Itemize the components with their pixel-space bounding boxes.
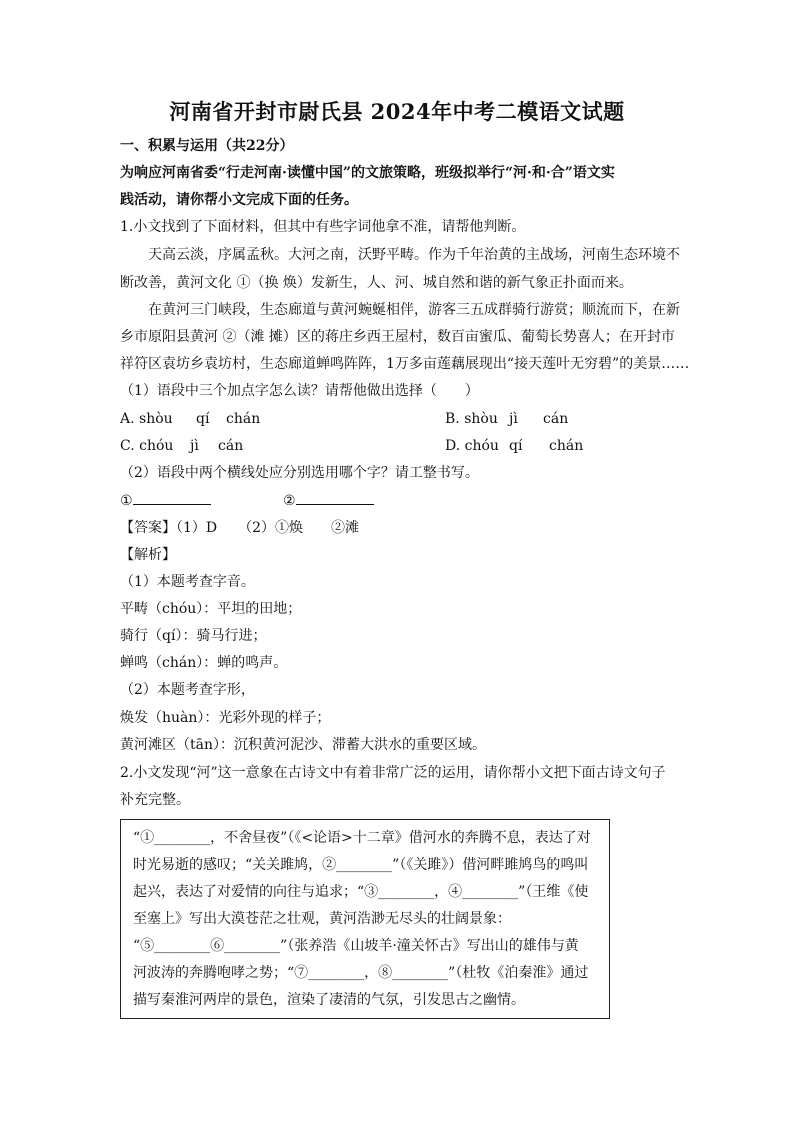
option-b[interactable] [445,410,568,428]
option-a-2: qí [196,411,210,427]
option-b-2: jì [509,411,518,427]
analysis-line-3: 骑行（qí）：骑马行进； [120,628,267,644]
answer-line: 【答案】（1）D （2）①焕 ②滩 [120,520,360,536]
analysis-line-6: 焕发（huàn）：光彩外现的样子； [120,710,331,726]
option-a-1: A. shòu [120,411,173,427]
intro-line-2: 践活动，请你帮小文完成下面的任务。 [120,192,358,208]
analysis-title: 【解析】 [120,547,176,563]
passage-line-3: 在黄河三门峡段，生态廊道与黄河蜿蜒相伴，游客三五成群骑行游赏；顺流而下，在新 [148,302,680,318]
option-c-2: jì [190,438,199,454]
option-d-3: chán [549,438,584,454]
box-line-3: 起兴，表达了对爱情的向往与追求；“③________，④________”（王维《使 [133,884,589,900]
analysis-line-5: （2）本题考查字形， [120,682,255,698]
option-d-1: D. chóu [445,438,499,454]
analysis-line-4: 蝉鸣（chán）：蝉的鸣声。 [120,655,288,671]
option-a[interactable] [120,410,260,428]
option-d-2: qí [509,438,523,454]
analysis-line-2: 平畴（chóu）：平坦的田地； [120,601,302,617]
option-c-3: cán [218,438,244,454]
poetry-fill-box [120,819,610,1019]
option-c[interactable] [120,437,243,455]
answer-blank-2[interactable] [283,492,374,510]
question-2-stem-2: 补充完整。 [120,792,190,808]
section-heading: 一、积累与运用（共22分） [120,138,294,154]
option-c-1: C. chóu [120,438,174,454]
option-a-3: chán [226,411,261,427]
box-line-7: 描写秦淮河两岸的景色，渲染了凄清的气氛，引发思古之幽情。 [133,992,525,1008]
analysis-line-1: （1）本题考查字音。 [120,574,255,590]
passage-line-2: 断改善，黄河文化 ①（换 焕）发新生，人、河、城自然和谐的新气象正扑面而来。 [120,275,633,291]
box-line-6: 河波涛的奔腾咆哮之势；“⑦________，⑧________”（杜牧《泊秦淮》通过 [133,965,589,981]
blank-1-marker: ① [120,493,133,509]
passage-line-5: 祥符区袁坊乡袁坊村，生态廊道蝉鸣阵阵，1万多亩莲藕展现出“接天莲叶无穷碧”的美景…… [120,356,690,372]
question-1-stem: 1.小文找到了下面材料，但其中有些字词他拿不准，请帮他判断。 [120,219,526,235]
sub-question-1: （1）语段中三个加点字怎么读？请帮他做出选择（ ） [120,383,479,399]
passage-line-4: 乡市原阳县黄河 ②（滩 摊）区的蒋庄乡西王屋村，数百亩蜜瓜、葡萄长势喜人；在开封市 [120,329,675,345]
blank-2-line [296,492,374,505]
sub-question-2: （2）语段中两个横线处应分别选用哪个字？请工整书写。 [120,465,479,481]
option-b-1: B. shòu [445,411,498,427]
box-line-5: “⑤________⑥________”（张养浩《山坡羊·潼关怀古》写出山的雄伟与黄 [133,938,579,954]
question-2-stem-1: 2.小文发现“河”这一意象在古诗文中有着非常广泛的运用，请你帮小文把下面古诗文句子 [120,765,666,781]
intro-line-1: 为响应河南省委“行走河南·读懂中国”的文旅策略，班级拟举行“河·和·合”语文实 [120,165,615,181]
box-line-1: “①________，不舍昼夜”（《<论语>十二章》借河水的奔腾不息，表达了对 [133,830,591,846]
analysis-line-7: 黄河滩区（tān）：沉积黄河泥沙、滞蓄大洪水的重要区域。 [120,737,486,753]
option-d[interactable] [445,437,583,455]
blank-2-marker: ② [283,493,296,509]
box-line-4: 至塞上》写出大漠苍茫之壮观，黄河浩渺无尽头的壮阔景象： [133,911,511,927]
answer-blank-1[interactable] [120,492,211,510]
page-title: 河南省开封市尉氏县 2024年中考二模语文试题 [169,99,625,124]
passage-line-1: 天高云淡，序属孟秋。大河之南，沃野平畴。作为千年治黄的主战场，河南生态环境不 [148,247,680,263]
box-line-2: 时光易逝的感叹；“关关雎鸠，②________”（《关雎》）借河畔雎鸠鸟的鸣叫 [133,857,589,873]
option-b-3: cán [543,411,569,427]
blank-1-line [133,492,211,505]
